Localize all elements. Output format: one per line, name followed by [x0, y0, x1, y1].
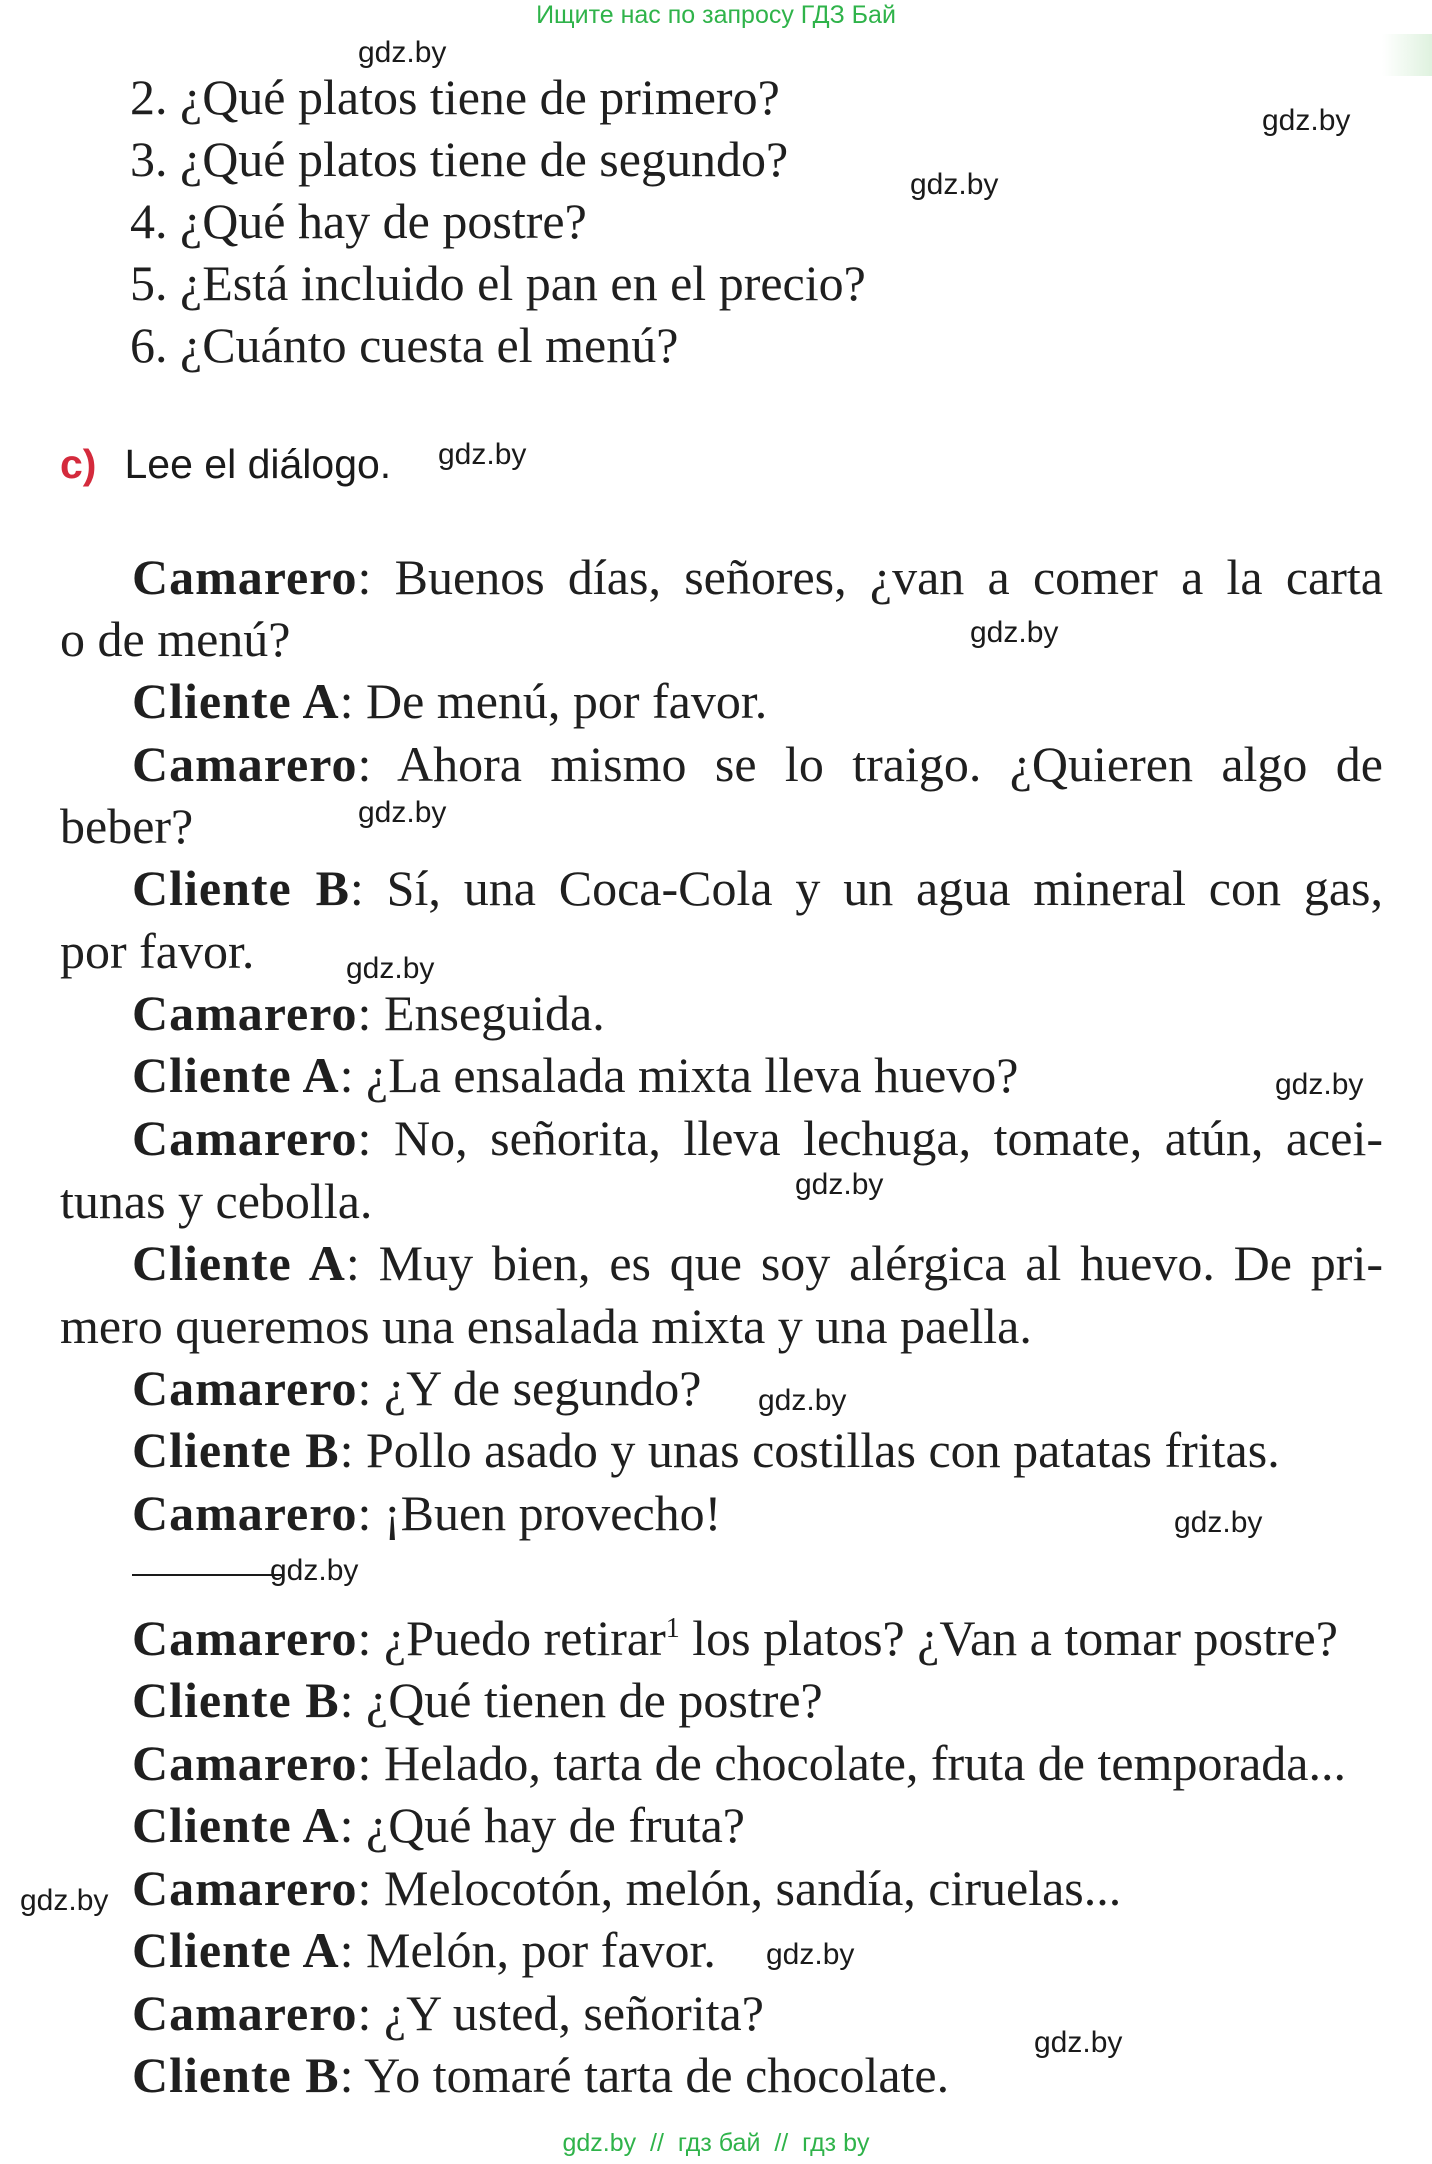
utterance: Ahora mismo se lo traigo. ¿Quieren algo de	[397, 736, 1383, 792]
dialogue-line: Cliente A: Muy bien, es que soy alérgica al huevo. De pri-	[132, 1235, 1383, 1291]
utterance: ¿Y usted, señorita?	[383, 1985, 764, 2041]
dialogue-line: Cliente A: Melón, por favor.	[132, 1922, 716, 1978]
dialogue-continuation: por favor.	[60, 923, 255, 979]
dialogue-continuation: beber?	[60, 798, 194, 854]
speaker: Camarero	[132, 985, 358, 1041]
watermark: gdz.by	[766, 1938, 855, 1971]
utterance: ¿Qué hay de fruta?	[366, 1797, 745, 1853]
watermark: gdz.by	[758, 1384, 847, 1417]
question-5: 5. ¿Está incluido el pan en el precio?	[130, 255, 866, 311]
watermark: gdz.by	[910, 168, 999, 201]
watermark: gdz.by	[1034, 2026, 1123, 2059]
utterance: ¡Buen provecho!	[383, 1485, 722, 1541]
watermark: gdz.by	[1275, 1068, 1364, 1101]
question-2: 2. ¿Qué platos tiene de primero?	[130, 69, 780, 125]
speaker: Cliente A	[132, 1922, 340, 1978]
speaker: Camarero	[132, 1610, 358, 1666]
dialogue-continuation: mero queremos una ensalada mixta y una paella.	[60, 1298, 1032, 1354]
dialogue-line: Camarero: No, señorita, lleva lechuga, tomate, atún, acei-	[132, 1110, 1383, 1166]
dialogue-continuation: o de menú?	[60, 611, 291, 667]
speaker: Cliente B	[132, 1422, 340, 1478]
speaker: Camarero	[132, 1985, 358, 2041]
speaker: Camarero	[132, 1735, 358, 1791]
dialogue-continuation: tunas y cebolla.	[60, 1173, 373, 1229]
dialogue-line: Camarero: Melocotón, melón, sandía, ciruelas...	[132, 1860, 1122, 1916]
top-banner[interactable]: Ищите нас по запросу ГДЗ Бай	[536, 1, 896, 29]
dialogue-line: Camarero: ¿Y de segundo?	[132, 1360, 702, 1416]
dialogue-line: Camarero: ¡Buen provecho!	[132, 1485, 722, 1541]
utterance: ¿Qué tienen de postre?	[366, 1672, 823, 1728]
utterance: Helado, tarta de chocolate, fruta de temporada...	[383, 1735, 1346, 1791]
speaker: Cliente A	[132, 1047, 340, 1103]
speaker: Camarero	[132, 549, 358, 605]
speaker: Camarero	[132, 1860, 358, 1916]
speaker: Cliente A	[132, 673, 340, 729]
watermark: gdz.by	[20, 1884, 109, 1917]
dialogue-line: Cliente A: ¿La ensalada mixta lleva huevo?	[132, 1047, 1019, 1103]
footer-links[interactable]: gdz.by // гдз бай // гдз by	[562, 2129, 870, 2157]
dialogue-line: Cliente B: Sí, una Coca-Cola y un agua mineral con gas,	[132, 860, 1383, 916]
footnote-marker: 1	[665, 1613, 680, 1644]
speaker: Cliente B	[132, 2047, 340, 2103]
dialogue-line: Camarero: Ahora mismo se lo traigo. ¿Quieren algo de	[132, 736, 1383, 792]
utterance: ¿Puedo retirar	[383, 1610, 666, 1666]
speaker: Camarero	[132, 1485, 358, 1541]
watermark: gdz.by	[438, 438, 527, 471]
utterance: De menú, por favor.	[366, 673, 768, 729]
dialogue-line: Camarero: ¿Puedo retirar$^1$ los platos? ¿Van a tomar postre?	[132, 1610, 1338, 1666]
watermark: gdz.by	[270, 1554, 359, 1587]
dialogue-line: Cliente B: Yo tomaré tarta de chocolate.	[132, 2047, 950, 2103]
utterance: ¿Y de segundo?	[383, 1360, 702, 1416]
dialogue-line: Cliente B: Pollo asado y unas costillas con patatas fritas.	[132, 1422, 1280, 1478]
speaker: Camarero	[132, 736, 358, 792]
utterance: Muy bien, es que soy alérgica al huevo. De pri-	[378, 1235, 1383, 1291]
utterance: ¿La ensalada mixta lleva huevo?	[366, 1047, 1019, 1103]
utterance: Sí, una Coca-Cola y un agua mineral con gas,	[386, 860, 1383, 916]
watermark: gdz.by	[970, 616, 1059, 649]
speaker: Cliente A	[132, 1235, 346, 1291]
speaker: Cliente A	[132, 1797, 340, 1853]
question-4: 4. ¿Qué hay de postre?	[130, 193, 587, 249]
question-6: 6. ¿Cuánto cuesta el menú?	[130, 317, 679, 373]
dialogue-line: Camarero: Enseguida.	[132, 985, 605, 1041]
utterance: Pollo asado y unas costillas con patatas fritas.	[366, 1422, 1280, 1478]
speaker: Cliente B	[132, 1672, 340, 1728]
utterance: No, señorita, lleva lechuga, tomate, atún, acei-	[393, 1110, 1383, 1166]
dialogue-line: Camarero: Helado, tarta de chocolate, fruta de temporada...	[132, 1735, 1346, 1791]
section-letter: c)	[60, 441, 97, 487]
section-instruction: Lee el diálogo.	[124, 441, 392, 487]
watermark: gdz.by	[358, 36, 447, 69]
utterance: Buenos días, señores, ¿van a comer a la carta	[394, 549, 1383, 605]
section-c-heading	[60, 436, 391, 492]
utterance: Melón, por favor.	[366, 1922, 716, 1978]
dialogue-line: Cliente A: ¿Qué hay de fruta?	[132, 1797, 745, 1853]
speaker: Camarero	[132, 1360, 358, 1416]
utterance: Enseguida.	[383, 985, 605, 1041]
watermark: gdz.by	[1262, 104, 1351, 137]
question-3: 3. ¿Qué platos tiene de segundo?	[130, 131, 789, 187]
speaker: Cliente B	[132, 860, 350, 916]
divider-rule	[132, 1574, 282, 1576]
utterance: Yo tomaré tarta de chocolate.	[364, 2047, 950, 2103]
utterance: Melocotón, melón, sandía, ciruelas...	[383, 1860, 1122, 1916]
dialogue-line: Camarero: ¿Y usted, señorita?	[132, 1985, 764, 2041]
page-corner-tab	[1382, 34, 1432, 76]
watermark: gdz.by	[1174, 1506, 1263, 1539]
speaker: Camarero	[132, 1110, 358, 1166]
dialogue-line: Cliente A: De menú, por favor.	[132, 673, 768, 729]
watermark: gdz.by	[346, 952, 435, 985]
watermark: gdz.by	[358, 796, 447, 829]
dialogue-line: Camarero: Buenos días, señores, ¿van a comer a la carta	[132, 549, 1383, 605]
watermark: gdz.by	[795, 1168, 884, 1201]
dialogue-line: Cliente B: ¿Qué tienen de postre?	[132, 1672, 823, 1728]
